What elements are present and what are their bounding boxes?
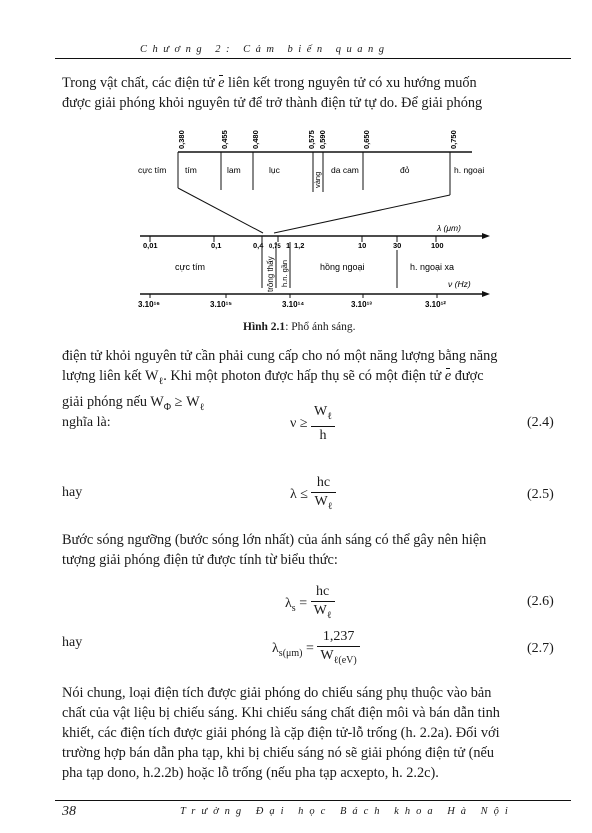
top-tick-label: 0,455 [220, 130, 229, 149]
bottom-band-label: trông thấy [266, 256, 275, 292]
figure-caption: Hình 2.1: Phổ ánh sáng. [243, 321, 356, 333]
bottom-band-label: hồng ngoại [320, 262, 365, 272]
frequency-tick-label: 3.10¹⁶ [138, 300, 160, 309]
running-head: Chương 2: Cảm biến quang [140, 44, 390, 55]
intro-line-1: Trong vật chất, các điện tử e liên kết trong nguyên tử có xu hướng muốn [62, 75, 477, 91]
equation-2-5: λ ≤ $\frac{hc}{W_\ell}$ [290, 474, 336, 516]
top-tick-label: 0,750 [449, 130, 458, 149]
eq-2-4-number: (2.4) [527, 415, 554, 430]
top-tick-label: 0,590 [318, 130, 327, 149]
bottom-band-label: h. ngoại xa [410, 262, 455, 272]
page-number: 38 [62, 804, 76, 819]
eq-2-7-label: hay [62, 635, 83, 650]
top-tick-label: 0,650 [362, 130, 371, 149]
equation-2-7: $\lambda_{s(\mu m)}$ = $\frac{1,237}{W_{\ell(eV)}}$ [272, 628, 360, 670]
wavelength-tick-label: 30 [393, 241, 402, 250]
paragraph-threshold-wavelength: Bước sóng ngưỡng (bước sóng lớn nhất) của ánh sáng có thể gây nên hiện tượng giải phóng điện tử được tính từ biểu thức: [62, 532, 487, 568]
intro-line-2: được giải phóng khỏi nguyên tử để trở thành điện tử tự do. Để giải phóng [62, 95, 483, 111]
frequency-unit: ν (Hz) [448, 279, 471, 289]
frequency-tick-label: 3.10¹² [425, 300, 446, 309]
eq-2-5-number: (2.5) [527, 487, 554, 502]
top-band-label: đỏ [400, 165, 410, 175]
top-tick-label: 0,575 [307, 130, 316, 149]
equation-2-6: $\lambda_s$ = $\frac{hc}{W_\ell}$ [285, 583, 335, 625]
footer-institution: Trường Đại học Bách khoa Hà Nội [180, 806, 514, 817]
eq-2-7-number: (2.7) [527, 641, 554, 656]
top-band-label: h. ngoại [454, 165, 485, 175]
eq-2-5-label: hay [62, 485, 83, 500]
wavelength-tick-label: 0,4 [253, 241, 264, 250]
eq-2-6-number: (2.6) [527, 594, 554, 609]
wavelength-tick-label: 1 [286, 241, 291, 250]
top-band-label: vàng [313, 171, 322, 188]
equation-2-4: ν ≥ $\frac{W_\ell}{h}$ [290, 403, 335, 445]
top-band-label: tím [185, 165, 197, 175]
frequency-tick-label: 3.10¹⁴ [282, 300, 305, 309]
paragraph-charge-release: Nói chung, loại điện tích được giải phóng do chiếu sáng phụ thuộc vào bản chất của vật liệu bị chiếu sáng. Khi chiếu sáng chất điện môi và bán dẫn tinh khiết, các điện tích được giải phóng là cặp điện tử-lỗ trống (h. 2.2a). Đối với trường hợp bán dẫn pha tạp, khi bị chiếu sáng nó sẽ giải phóng điện tử (nếu pha tạp dono, h.2.2b) hoặc lỗ trống (nếu pha tạp acxepto, h. 2.2c). [62, 685, 500, 781]
bottom-band-label: h.n. gần [280, 259, 289, 287]
top-band-label: cực tím [138, 165, 167, 175]
zoom-line-right [274, 195, 450, 233]
bottom-band-label: cực tím [175, 262, 206, 272]
wavelength-tick-label: 1,2 [294, 241, 305, 250]
wavelength-tick-label: 100 [431, 241, 444, 250]
eq-2-4-label: nghĩa là: [62, 415, 111, 430]
top-band-label: lam [227, 165, 241, 175]
zoom-line-left [178, 188, 263, 233]
wavelength-tick-label: 0,75 [269, 244, 281, 250]
frequency-tick-label: 3.10¹⁵ [210, 300, 232, 309]
wavelength-unit: λ (μm) [437, 223, 461, 233]
frequency-tick-label: 3.10¹³ [351, 300, 372, 309]
top-tick-label: 0,380 [177, 130, 186, 149]
light-spectrum-diagram [0, 0, 592, 333]
wavelength-tick-label: 0,1 [211, 241, 222, 250]
wavelength-tick-label: 10 [358, 241, 367, 250]
top-band-label: da cam [331, 165, 359, 175]
footer-rule [55, 800, 571, 801]
top-band-label: lục [269, 165, 280, 175]
top-tick-label: 0,480 [251, 130, 260, 149]
wavelength-tick-label: 0,01 [143, 241, 158, 250]
paragraph-binding-energy: điện tử khỏi nguyên tử cần phải cung cấp cho nó một năng lượng bằng năng lượng liên kết $W_\ell$. Khi một photon được hấp thụ sẽ có một điện tử e được giải phóng nếu $W_\Phi \ge W_\ell$ [62, 348, 498, 413]
